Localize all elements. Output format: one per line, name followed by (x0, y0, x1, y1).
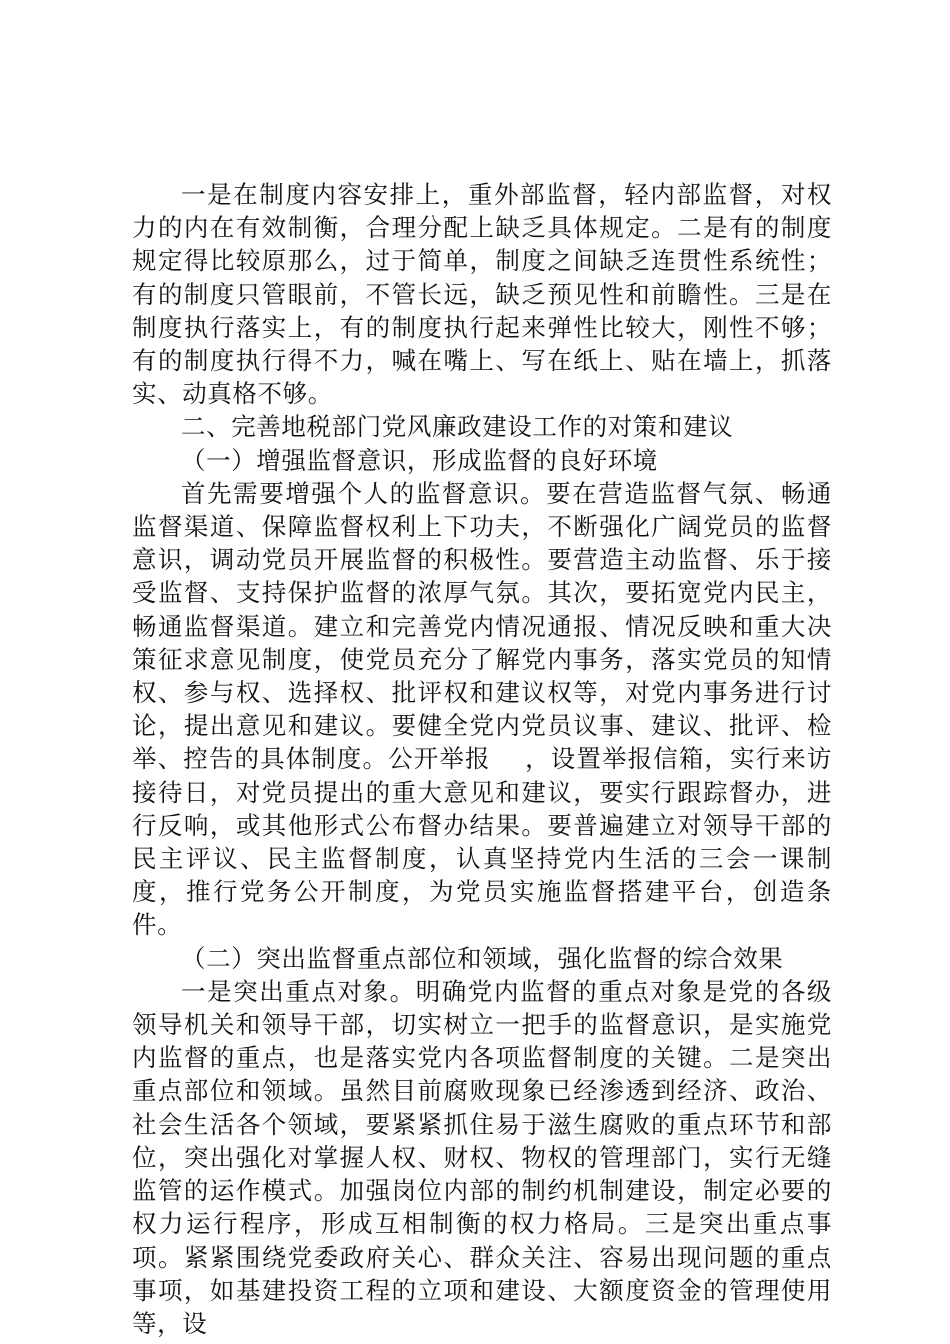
subsection-heading: （二）突出监督重点部位和领域，强化监督的综合效果 (181, 943, 784, 973)
body-paragraph: 一是突出重点对象。明确党内监督的重点对象是党的各级领导机关和领导干部，切实树立一把手的监督意识，是实施党内监督的重点，也是落实党内各项监督制度的关键。二是突出重点部位和领域。虽然目前腐败现象已经渗透到经济、政治、社会生活各个领域，要紧紧抓住易于滋生腐败的重点环节和部位，突出强化对掌握人权、财权、物权的管理部门，实行无缝监管的运作模式。加强岗位内部的制约机制建设，制定必要的权力运行程序，形成互相制衡的权力格局。三是突出重点事项。紧紧围绕党委政府关心、群众关注、容易出现问题的重点事项，如基建投资工程的立项和建设、大额度资金的管理使用等，设 (132, 976, 832, 1338)
document-body (132, 178, 832, 1340)
body-paragraph: 一是在制度内容安排上，重外部监督，轻内部监督，对权力的内在有效制衡，合理分配上缺乏具体规定。二是有的制度规定得比较原那么，过于简单，制度之间缺乏连贯性系统性；有的制度只管眼前，不管长远，缺乏预见性和前瞻性。三是在制度执行落实上，有的制度执行起来弹性比较大，刚性不够；有的制度执行得不力，喊在嘴上、写在纸上、贴在墙上，抓落实、动真格不够。 (132, 180, 832, 409)
section-heading: 二、完善地税部门党风廉政建设工作的对策和建议 (181, 412, 734, 442)
body-paragraph: 首先需要增强个人的监督意识。要在营造监督气氛、畅通监督渠道、保障监督权利上下功夫，不断强化广阔党员的监督意识，调动党员开展监督的积极性。要营造主动监督、乐于接受监督、支持保护监督的浓厚气氛。其次，要拓宽党内民主，畅通监督渠道。建立和完善党内情况通报、情况反映和重大决策征求意见制度，使党员充分了解党内事务，落实党员的知情权、参与权、选择权、批评权和建议权等，对党内事务进行讨论，提出意见和建议。要健全党内党员议事、建议、批评、检举、控告的具体制度。公开举报 ，设置举报信箱，实行来访接待日，对党员提出的重大意见和建议，要实行跟踪督办，进行反响，或其他形式公布督办结果。要普遍建立对领导干部的民主评议、民主监督制度，认真坚持党内生活的三会一课制度，推行党务公开制度，为党员实施监督搭建平台，创造条件。 (132, 478, 832, 940)
subsection-heading: （一）增强监督意识，形成监督的良好环境 (181, 445, 658, 475)
